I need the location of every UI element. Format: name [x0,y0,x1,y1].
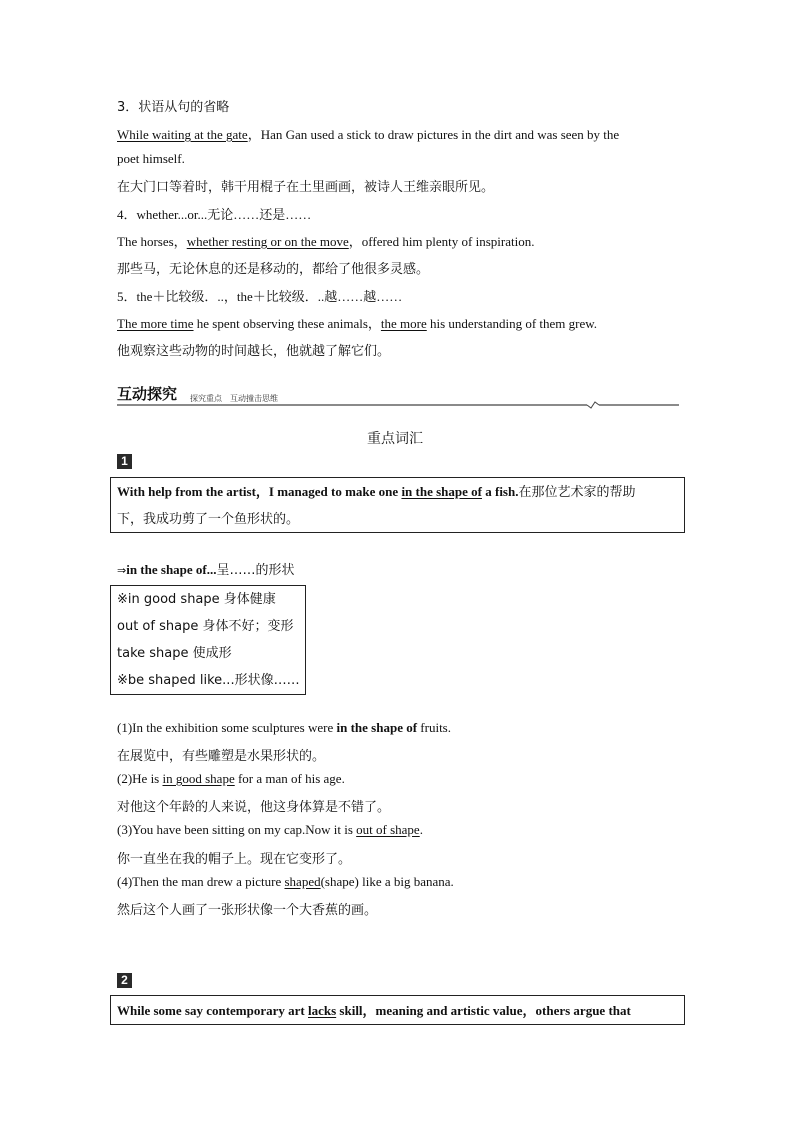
item2-box-line1 [117,1000,631,1019]
example-2 [117,771,345,787]
item2-number-tag: 2 [117,973,132,988]
s4-underlined: whether resting or on the move [186,234,349,249]
example-1-c: fruits. [417,720,451,735]
section-title: 重点词汇 [367,431,423,447]
example-4-a: (4)Then the man drew a picture [117,874,285,889]
item1-number-tag: 1 [117,454,132,469]
s4-chinese: 那些马，无论休息的还是移动的，都给了他很多灵感。 [117,262,430,277]
example-4-zh: 然后这个人画了一张形状像一个大香蕉的画。 [117,903,378,918]
s3-underlined-clause: While waiting at the gate [117,127,248,142]
example-1-bold: in the shape of [336,720,418,735]
example-1-zh: 在展览中，有些雕塑是水果形状的。 [117,749,326,764]
example-3-zh: 你一直坐在我的帽子上。现在它变形了。 [117,852,352,867]
example-3-a: (3)You have been sitting on my cap.Now it is [117,822,357,837]
item1-phrase-line [117,559,295,578]
example-4 [117,874,454,890]
banner-subtitle: 探究重点 互动撞击思维 [190,394,278,403]
s5-underlined-2: the more [380,316,427,331]
s5-underlined-1: The more time [117,316,194,331]
example-2-zh: 对他这个年龄的人来说，他这身体算是不错了。 [117,800,391,815]
banner-rule [117,400,679,412]
item2-box-a: While some say contemporary art [117,1003,308,1018]
s3-english-cont: poet himself. [117,151,185,166]
related-phrase-3: take shape 使成形 [117,646,232,661]
item1-box-zh2: 下，我成功剪了一个鱼形状的。 [117,512,300,527]
s3-title: 3．状语从句的省略 [117,100,230,115]
s4-english [117,231,534,250]
s3-chinese: 在大门口等着时，韩干用棍子在土里画画，被诗人王维亲眼所见。 [117,180,495,195]
s3-english [117,124,679,143]
arrow-icon: ⇒ [117,564,127,577]
related-phrase-4: ※be shaped like...形状像…… [117,673,300,688]
example-1 [117,720,451,736]
example-3-c: . [419,822,423,837]
s5-title: 5．the＋比较级．..，the＋比较级．..越……越…… [117,289,403,304]
item1-box-underlined: in the shape of [401,484,482,499]
s4-title: 4．whether...or...无论……还是…… [117,207,312,222]
item1-box-a: With help from the artist，I managed to make one [117,484,402,499]
s5-chinese: 他观察这些动物的时间越长，他就越了解它们。 [117,344,391,359]
example-2-underlined: in good shape [162,771,235,786]
item2-box-b: skill，meaning and artistic value，others argue that [336,1003,631,1018]
example-2-c: for a man of his age. [234,771,345,786]
item1-box-zh1: 在那位艺术家的帮助 [518,485,636,500]
s4-english-a: The horses， [117,234,187,249]
item1-box-line1 [117,481,635,500]
item2-box-underlined: lacks [308,1003,337,1018]
example-2-a: (2)He is [117,771,163,786]
s5-mid: he spent observing these animals， [193,316,381,331]
example-4-underlined: shaped [284,874,321,889]
related-phrase-2: out of shape 身体不好；变形 [117,619,294,634]
example-1-a: (1)In the exhibition some sculptures were [117,720,337,735]
item1-box-b: a fish. [481,484,519,499]
s5-english [117,313,597,332]
s3-english-rest: ，Han Gan used a stick to draw pictures in the dirt and was seen by the [247,127,620,142]
related-phrase-1: ※in good shape 身体健康 [117,592,276,607]
example-4-c: (shape) like a big banana. [320,874,454,889]
item1-phrase: in the shape of... [126,562,217,577]
s4-english-b: ，offered him plenty of inspiration. [348,234,535,249]
example-3-underlined: out of shape [356,822,420,837]
s5-end: his understanding of them grew. [426,316,598,331]
banner-title: 互动探究 [117,385,178,403]
example-3 [117,822,423,838]
item1-phrase-zh: 呈……的形状 [216,563,295,578]
